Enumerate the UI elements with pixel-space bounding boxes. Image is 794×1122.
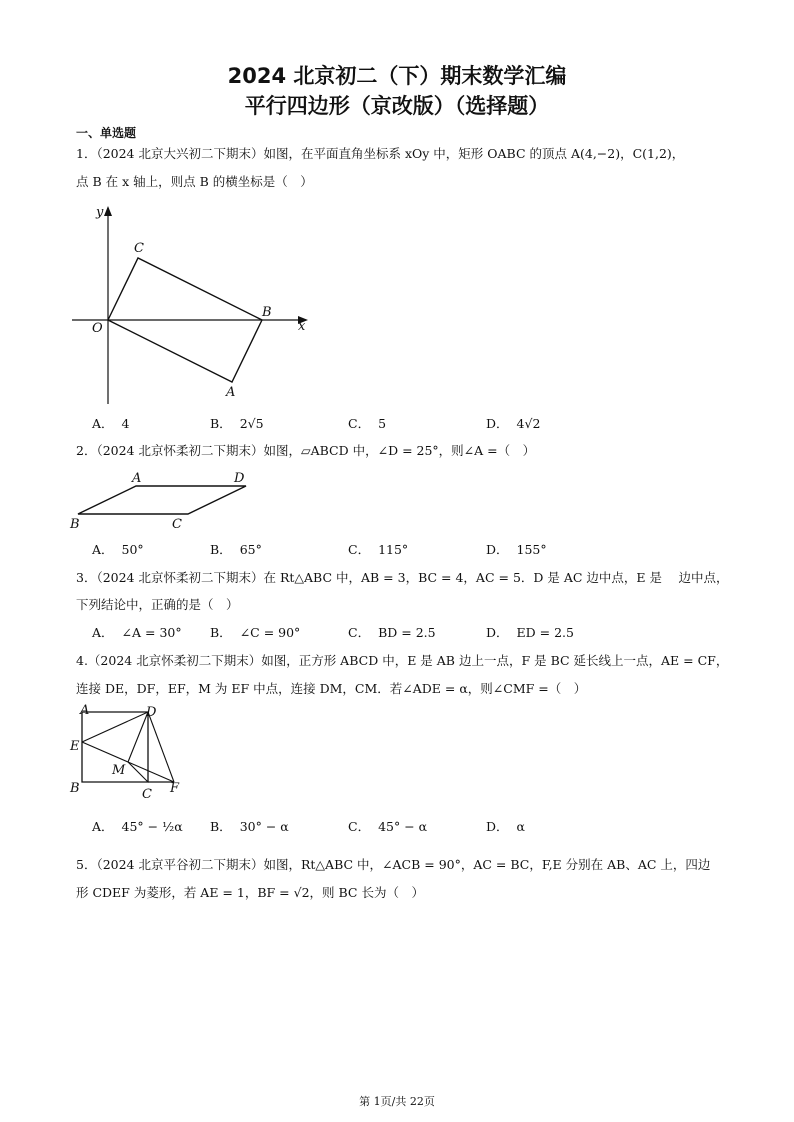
label-d: D (234, 471, 245, 486)
option-key: D． (486, 625, 509, 640)
option-key: C． (348, 625, 371, 640)
label-a: A (80, 703, 90, 718)
option-text: 45° − ½α (121, 819, 183, 834)
option-key: D． (486, 416, 509, 431)
q3-option-b[interactable] (210, 625, 300, 641)
label-c: C (172, 517, 182, 532)
question-1-options (92, 416, 612, 434)
q2-option-a[interactable] (92, 542, 144, 558)
q3-option-c[interactable] (348, 625, 436, 641)
label-o: O (92, 321, 103, 336)
option-key: C． (348, 819, 371, 834)
q2-option-c[interactable] (348, 542, 408, 558)
option-key: B． (210, 416, 232, 431)
option-text: 5 (378, 416, 387, 431)
question-2-figure (66, 466, 266, 532)
option-text: ED = 2.5 (516, 625, 574, 640)
label-c: C (134, 241, 144, 256)
question-4-text-line2: 连接 DE，DF，EF，M 为 EF 中点，连接 DM，CM．若∠ADE = α，则∠CMF =（ ） (76, 681, 587, 696)
label-d: D (146, 705, 157, 720)
label-b: B (70, 781, 80, 796)
question-1-text-line1: 1．（2024 北京大兴初二下期末）如图，在平面直角坐标系 xOy 中，矩形 OABC 的顶点 A(4,−2)，C(1,2)， (76, 146, 685, 161)
question-5-text-line1: 5．（2024 北京平谷初二下期末）如图，Rt△ABC 中，∠ACB = 90°，AC = BC，F,E 分别在 AB、AC 上，四边 (76, 857, 711, 872)
option-key: D． (486, 542, 509, 557)
label-b: B (70, 517, 80, 532)
option-key: A． (92, 416, 114, 431)
option-key: B． (210, 625, 232, 640)
question-4-text-line1: 4.（2024 北京怀柔初二下期末）如图，正方形 ABCD 中，E 是 AB 边上一点，F 是 BC 延长线上一点，AE = CF， (76, 653, 729, 668)
option-text: BD = 2.5 (378, 625, 436, 640)
q4-option-c[interactable] (348, 819, 427, 835)
label-x: x (298, 319, 306, 334)
option-key: C． (348, 542, 371, 557)
q1-option-b[interactable] (210, 416, 264, 432)
question-4-figure (66, 702, 196, 802)
q1-option-a[interactable] (92, 416, 129, 432)
segment-cm (128, 762, 148, 782)
q4-option-b[interactable] (210, 819, 289, 835)
label-a: A (226, 385, 236, 400)
y-axis-arrow (104, 206, 112, 216)
question-3-text-line2: 下列结论中，正确的是（ ） (76, 597, 239, 612)
q3-option-d[interactable] (486, 625, 574, 641)
page-title: 2024 北京初二（下）期末数学汇编 (227, 64, 567, 88)
question-2-text: 2．（2024 北京怀柔初二下期末）如图，▱ABCD 中，∠D = 25°，则∠A =（ ） (76, 443, 536, 458)
option-key: B． (210, 542, 232, 557)
q1-option-c[interactable] (348, 416, 386, 432)
question-3-text-line1: 3．（2024 北京怀柔初二下期末）在 Rt△ABC 中，AB = 3，BC = 4，AC = 5．D 是 AC 边中点，E 是 边中点， (76, 570, 729, 585)
label-y: y (96, 205, 104, 220)
question-1-text-line2: 点 B 在 x 轴上，则点 B 的横坐标是（ ） (76, 174, 313, 189)
option-text: 50° (121, 542, 144, 557)
parallelogram-abcd (78, 486, 246, 514)
option-key: A． (92, 819, 114, 834)
page-subtitle: 平行四边形（京改版）（选择题） (244, 94, 550, 118)
option-text: 4√2 (516, 416, 541, 431)
q4-option-a[interactable] (92, 819, 183, 835)
question-2-options (92, 542, 612, 560)
label-b: B (262, 305, 272, 320)
option-key: D． (486, 819, 509, 834)
question-1-figure (66, 200, 326, 410)
option-text: 45° − α (378, 819, 428, 834)
label-a: A (132, 471, 142, 486)
question-3-options (92, 625, 612, 643)
q2-option-d[interactable] (486, 542, 547, 558)
question-4-options (92, 819, 612, 837)
q3-option-a[interactable] (92, 625, 182, 641)
option-text: 65° (239, 542, 262, 557)
option-text: 2√5 (239, 416, 264, 431)
option-text: α (516, 819, 525, 834)
label-c: C (142, 787, 152, 802)
option-text: ∠A = 30° (121, 625, 182, 640)
q4-option-d[interactable] (486, 819, 525, 835)
label-f: F (170, 781, 180, 796)
option-key: A． (92, 542, 114, 557)
option-text: ∠C = 90° (239, 625, 301, 640)
q2-option-b[interactable] (210, 542, 262, 558)
option-key: A． (92, 625, 114, 640)
label-e: E (70, 739, 80, 754)
option-text: 155° (516, 542, 547, 557)
section-heading: 一、单选题 (76, 126, 137, 140)
option-text: 115° (378, 542, 409, 557)
segment-df (148, 712, 174, 782)
page-footer: 第 1页/共 22页 (359, 1095, 435, 1108)
option-key: B． (210, 819, 232, 834)
question-5-text-line2: 形 CDEF 为菱形，若 AE = 1，BF = √2，则 BC 长为（ ） (76, 885, 424, 900)
option-text: 30° − α (239, 819, 289, 834)
q1-option-d[interactable] (486, 416, 540, 432)
option-key: C． (348, 416, 371, 431)
label-m: M (112, 763, 126, 778)
option-text: 4 (121, 416, 130, 431)
